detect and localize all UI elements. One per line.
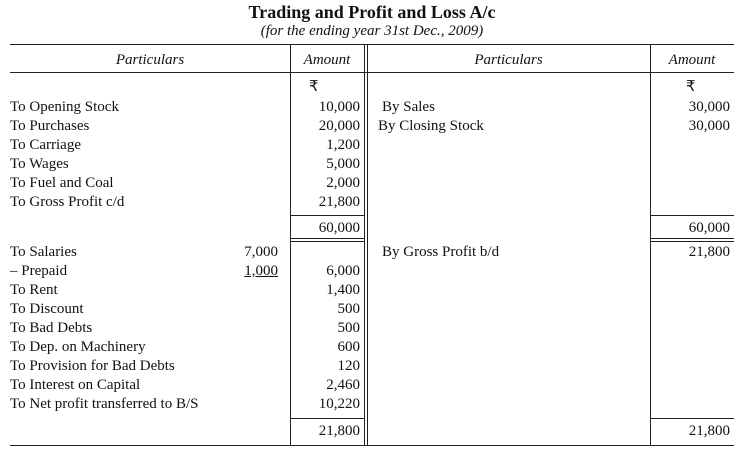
- pl-total-right: 21,800: [688, 423, 730, 439]
- header-left-particulars: Particulars: [115, 52, 185, 68]
- pl-debit-label: To Dep. on Machinery: [10, 339, 146, 355]
- trading-debit-amount: 10,000: [318, 99, 360, 115]
- currency-symbol-left: ₹: [309, 79, 319, 95]
- pl-prepaid-sub-amount: 1,000: [244, 263, 278, 279]
- header-right-particulars: Particulars: [474, 52, 543, 68]
- trading-total-double-rule-left-a: [290, 238, 364, 239]
- trading-debit-amount: 5,000: [326, 156, 360, 172]
- pl-debit-label: To Discount: [10, 301, 84, 317]
- trading-debit-label: To Opening Stock: [10, 99, 119, 115]
- trading-total-double-rule-left-b: [290, 241, 364, 242]
- pl-prepaid-label: – Prepaid: [10, 263, 68, 279]
- trading-debit-label: To Gross Profit c/d: [10, 194, 125, 210]
- pl-debit-amount: 500: [337, 320, 360, 336]
- pl-salaries-label: To Salaries: [10, 244, 77, 260]
- trading-debit-label: To Purchases: [10, 118, 90, 134]
- trading-debit-amount: 1,200: [326, 137, 360, 153]
- header-right-amount: Amount: [668, 52, 716, 68]
- document-subtitle: (for the ending year 31st Dec., 2009): [260, 23, 484, 39]
- currency-symbol-right: ₹: [686, 79, 696, 95]
- header-divider: [10, 72, 734, 73]
- pl-debit-amount: 600: [337, 339, 360, 355]
- trading-credit-label: By Closing Stock: [378, 118, 484, 134]
- pl-total-rule-right: [650, 418, 734, 419]
- trading-debit-amount: 21,800: [318, 194, 360, 210]
- trading-debit-label: To Wages: [10, 156, 69, 172]
- trading-debit-amount: 2,000: [326, 175, 360, 191]
- pl-debit-amount: 120: [337, 358, 360, 374]
- trading-total-double-rule-right-b: [650, 241, 734, 242]
- trading-total-rule-right: [650, 215, 734, 216]
- header-left-amount: Amount: [303, 52, 351, 68]
- table-bottom-border: [10, 445, 734, 446]
- pl-debit-amount: 10,220: [318, 396, 360, 412]
- pl-debit-label: To Interest on Capital: [10, 377, 141, 393]
- column-divider-middle-double: [367, 44, 368, 445]
- pl-prepaid-amount: 6,000: [326, 263, 360, 279]
- trading-total-left: 60,000: [318, 220, 360, 236]
- pl-salaries-sub-amount: 7,000: [244, 244, 278, 260]
- trading-debit-amount: 20,000: [318, 118, 360, 134]
- pl-debit-label: To Net profit transferred to B/S: [10, 396, 199, 412]
- pl-debit-amount: 2,460: [326, 377, 360, 393]
- trading-debit-label: To Fuel and Coal: [10, 175, 114, 191]
- document-title: Trading and Profit and Loss A/c: [248, 2, 496, 22]
- pl-credit-label: By Gross Profit b/d: [382, 244, 500, 260]
- pl-total-rule-left: [290, 418, 364, 419]
- column-divider-middle: [364, 44, 365, 445]
- trading-total-double-rule-right-a: [650, 238, 734, 239]
- pl-debit-amount: 1,400: [326, 282, 360, 298]
- pl-debit-amount: 500: [337, 301, 360, 317]
- pl-debit-label: To Rent: [10, 282, 58, 298]
- trading-credit-amount: 30,000: [688, 118, 730, 134]
- pl-debit-label: To Provision for Bad Debts: [10, 358, 175, 374]
- pl-debit-label: To Bad Debts: [10, 320, 93, 336]
- pl-total-left: 21,800: [318, 423, 360, 439]
- trading-credit-label: By Sales: [382, 99, 435, 115]
- trading-credit-amount: 30,000: [688, 99, 730, 115]
- trading-debit-label: To Carriage: [10, 137, 82, 153]
- trading-total-right: 60,000: [688, 220, 730, 236]
- trading-total-rule-left: [290, 215, 364, 216]
- table-top-border: [10, 44, 734, 45]
- pl-credit-amount: 21,800: [688, 244, 730, 260]
